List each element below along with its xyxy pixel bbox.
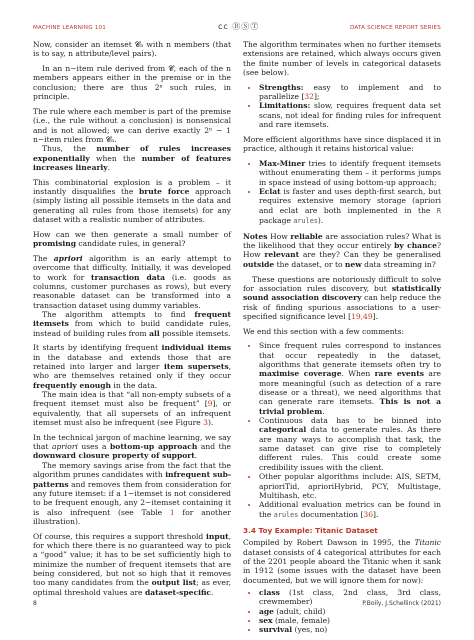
paragraph-itemset: Now, consider an itemset 𝓒ₙ with n members (that is to say, n attribute/level pairs). (33, 40, 231, 59)
list-item: • Additional evaluation metrics can be found in the arules documentation [36]. (259, 500, 441, 520)
paragraph-statistical: These questions are notoriously difficult to solve for association rules discovery, but statistically sound association discovery can help reduce the risk of finding spurious associations to a user-specified significance level [19,49]. (243, 274, 441, 321)
section-heading: 3.4 Toy Example: Titanic Dataset (243, 525, 378, 535)
list-item: • survival (yes, no) (259, 625, 441, 634)
cc-license-icon: cc ⒷⓈⓉ (218, 22, 260, 31)
citation-link[interactable]: 9 (207, 399, 213, 409)
header-report-series: DATA SCIENCE REPORT SERIES (349, 25, 441, 31)
list-item: • Limitations: slow, requires frequent data set scans, not ideal for finding rules for infrequent and rare itemsets. (259, 101, 441, 129)
paragraph-main-idea: The main idea is that “all non-empty subsets of a frequent itemset must also be frequent” [9], or equivalently, that all supersets of an infrequent itemset must also be infrequent (see Figure 3). (33, 390, 231, 428)
list-item: • Continuous data has to be binned into categorical data to generate rules. As there are many ways to accomplish that task, the same dataset can give rise to completely different rules. This could create some credibility issues with the client. (259, 416, 441, 472)
comments-list (243, 341, 441, 520)
titanic-attributes-list (243, 588, 441, 635)
list-item: • Strengths: easy to implement and to parallelize [32]; (259, 83, 441, 102)
notes-paragraph: Notes How reliable are association rules? What is the likelihood that they occur entirely by chance? How relevant are they? Can they be generalised outside the dataset, or to new data streaming in? (243, 231, 442, 269)
right-column (243, 40, 441, 640)
citation-link[interactable]: 32 (304, 92, 314, 102)
header-series-title: MACHINE LEARNING 101 (33, 25, 106, 31)
algorithms-list (243, 159, 441, 226)
paragraph-frequent-itemsets: The algorithm attempts to find frequent itemsets from which to build candidate rules, instead of building rules from all possible itemsets. (33, 309, 231, 338)
paragraph-threshold: Of course, this requires a support threshold input, for which there there is no guaranteed way to pick a “good” value; it has to be set sufficiently high to minimize the number of frequent itemsets that are being considered, but not so high that it removes too many candidates from the output list; as ever, optimal threshold values are dataset-specific. (33, 531, 231, 597)
citation-link[interactable]: 36 (363, 509, 374, 519)
list-item: • Eclat is faster and uses depth-first search, but requires extensive memory storage (apriori and eclat are both implemented in the R package arules). (259, 187, 441, 226)
paragraph-memory-savings: The memory savings arise from the fact that the algorithm prunes candidates with infrequent sub-patterns and removes them from consideration for any future itemset: if a 1−itemset is not considered to be frequent enough, any 2−itemset containing it is also infrequent (see Table 1 for another illustration). (33, 460, 231, 526)
paragraph-titanic: Compiled by Robert Dawson in 1995, the Titanic dataset consists of 4 categorical attributes for each of the 2201 people aboard the Titanic when it sank in 1912 (some issues with the dataset have been documented, but we will ignore them for now): (243, 538, 441, 585)
paragraph-efficient-algorithms: More efficient algorithms have since displaced it in practice, although it retains historical value: (243, 134, 441, 154)
strengths-limitations-list (243, 83, 441, 130)
page-number: 8 (33, 600, 37, 607)
paragraph-termination: The algorithm terminates when no further itemsets extensions are retained, which always occurs given the finite number of levels in categorical datasets (see below). (243, 40, 441, 78)
table-link[interactable]: 1 (169, 507, 175, 517)
citation-link[interactable]: 19,49 (351, 311, 373, 321)
paragraph-individual-items: It starts by identifying frequent individual items in the database and extends those that are retained into larger and larger item supersets, who are themselves retained only if they occur frequently enough in the data. (33, 343, 231, 390)
list-item: • Max-Miner tries to identify frequent itemsets without enumerating them – it performs jumps in space instead of using bottom-up approach; (259, 159, 441, 187)
paragraph-jargon: In the technical jargon of machine learning, we say that apriori uses a bottom-up approach and the downward closure property of support. (33, 432, 231, 461)
footer-authors: P.Boily, J.Schellinck (2021) (362, 600, 441, 607)
left-column (33, 40, 231, 602)
list-item: • age (adult, child) (259, 607, 441, 616)
paragraph-apriori-intro: The apriori algorithm is an early attempt to overcome that difficulty. Initially, it was developed to work for transaction data (i.e. goods as columns, customer purchases as rows), but every reasonable dataset can be transformed into a transaction dataset using dummy variables. (33, 253, 232, 310)
paragraph-combinatorial: This combinatorial explosion is a problem – it instantly disqualifies the brute force approach (simply listing all possible itemsets in the data and generating all rules from those itemsets) for any dataset with a realistic number of attributes. (33, 177, 231, 225)
figure-link[interactable]: 3 (203, 418, 208, 428)
list-item: • class (1st class, 2nd class, 3rd class, crewmember) (259, 588, 441, 607)
list-item: • Other popular algorithms include: AIS, SETM, aprioriTid, aprioriHybrid, PCY, Multistage, Multihash, etc. (259, 472, 441, 500)
list-item: • sex (male, female) (259, 616, 441, 625)
paragraph-comments-intro: We end this section with a few comments: (243, 326, 404, 336)
paragraph-rule-count: The rule where each member is part of the premise (i.e., the rule without a conclusion) is nonsensical and is not allowed; we can derive exactly 2ⁿ − 1 n−item rules from 𝓒ₙ. (33, 106, 231, 144)
list-item: • Since frequent rules correspond to instances that occur repeatedly in the dataset, algorithms that generate itemsets often try to maximise coverage. When rare events are more meaningful (such as detection of a rare disease or a threat), we need algorithms that can generate rare itemsets. This is not a trivial problem. (259, 341, 441, 416)
paragraph-n-item-rule: In an n−item rule derived from 𝓒, each of the n members appears either in the premise or in the conclusion; there are thus 2ⁿ such rules, in principle. (33, 64, 231, 102)
paragraph-exponential: Thus, the number of rules increases exponentially when the number of features increases linearly. (33, 144, 231, 172)
paragraph-question: How can we then generate a small number of promising candidate rules, in general? (33, 229, 231, 249)
